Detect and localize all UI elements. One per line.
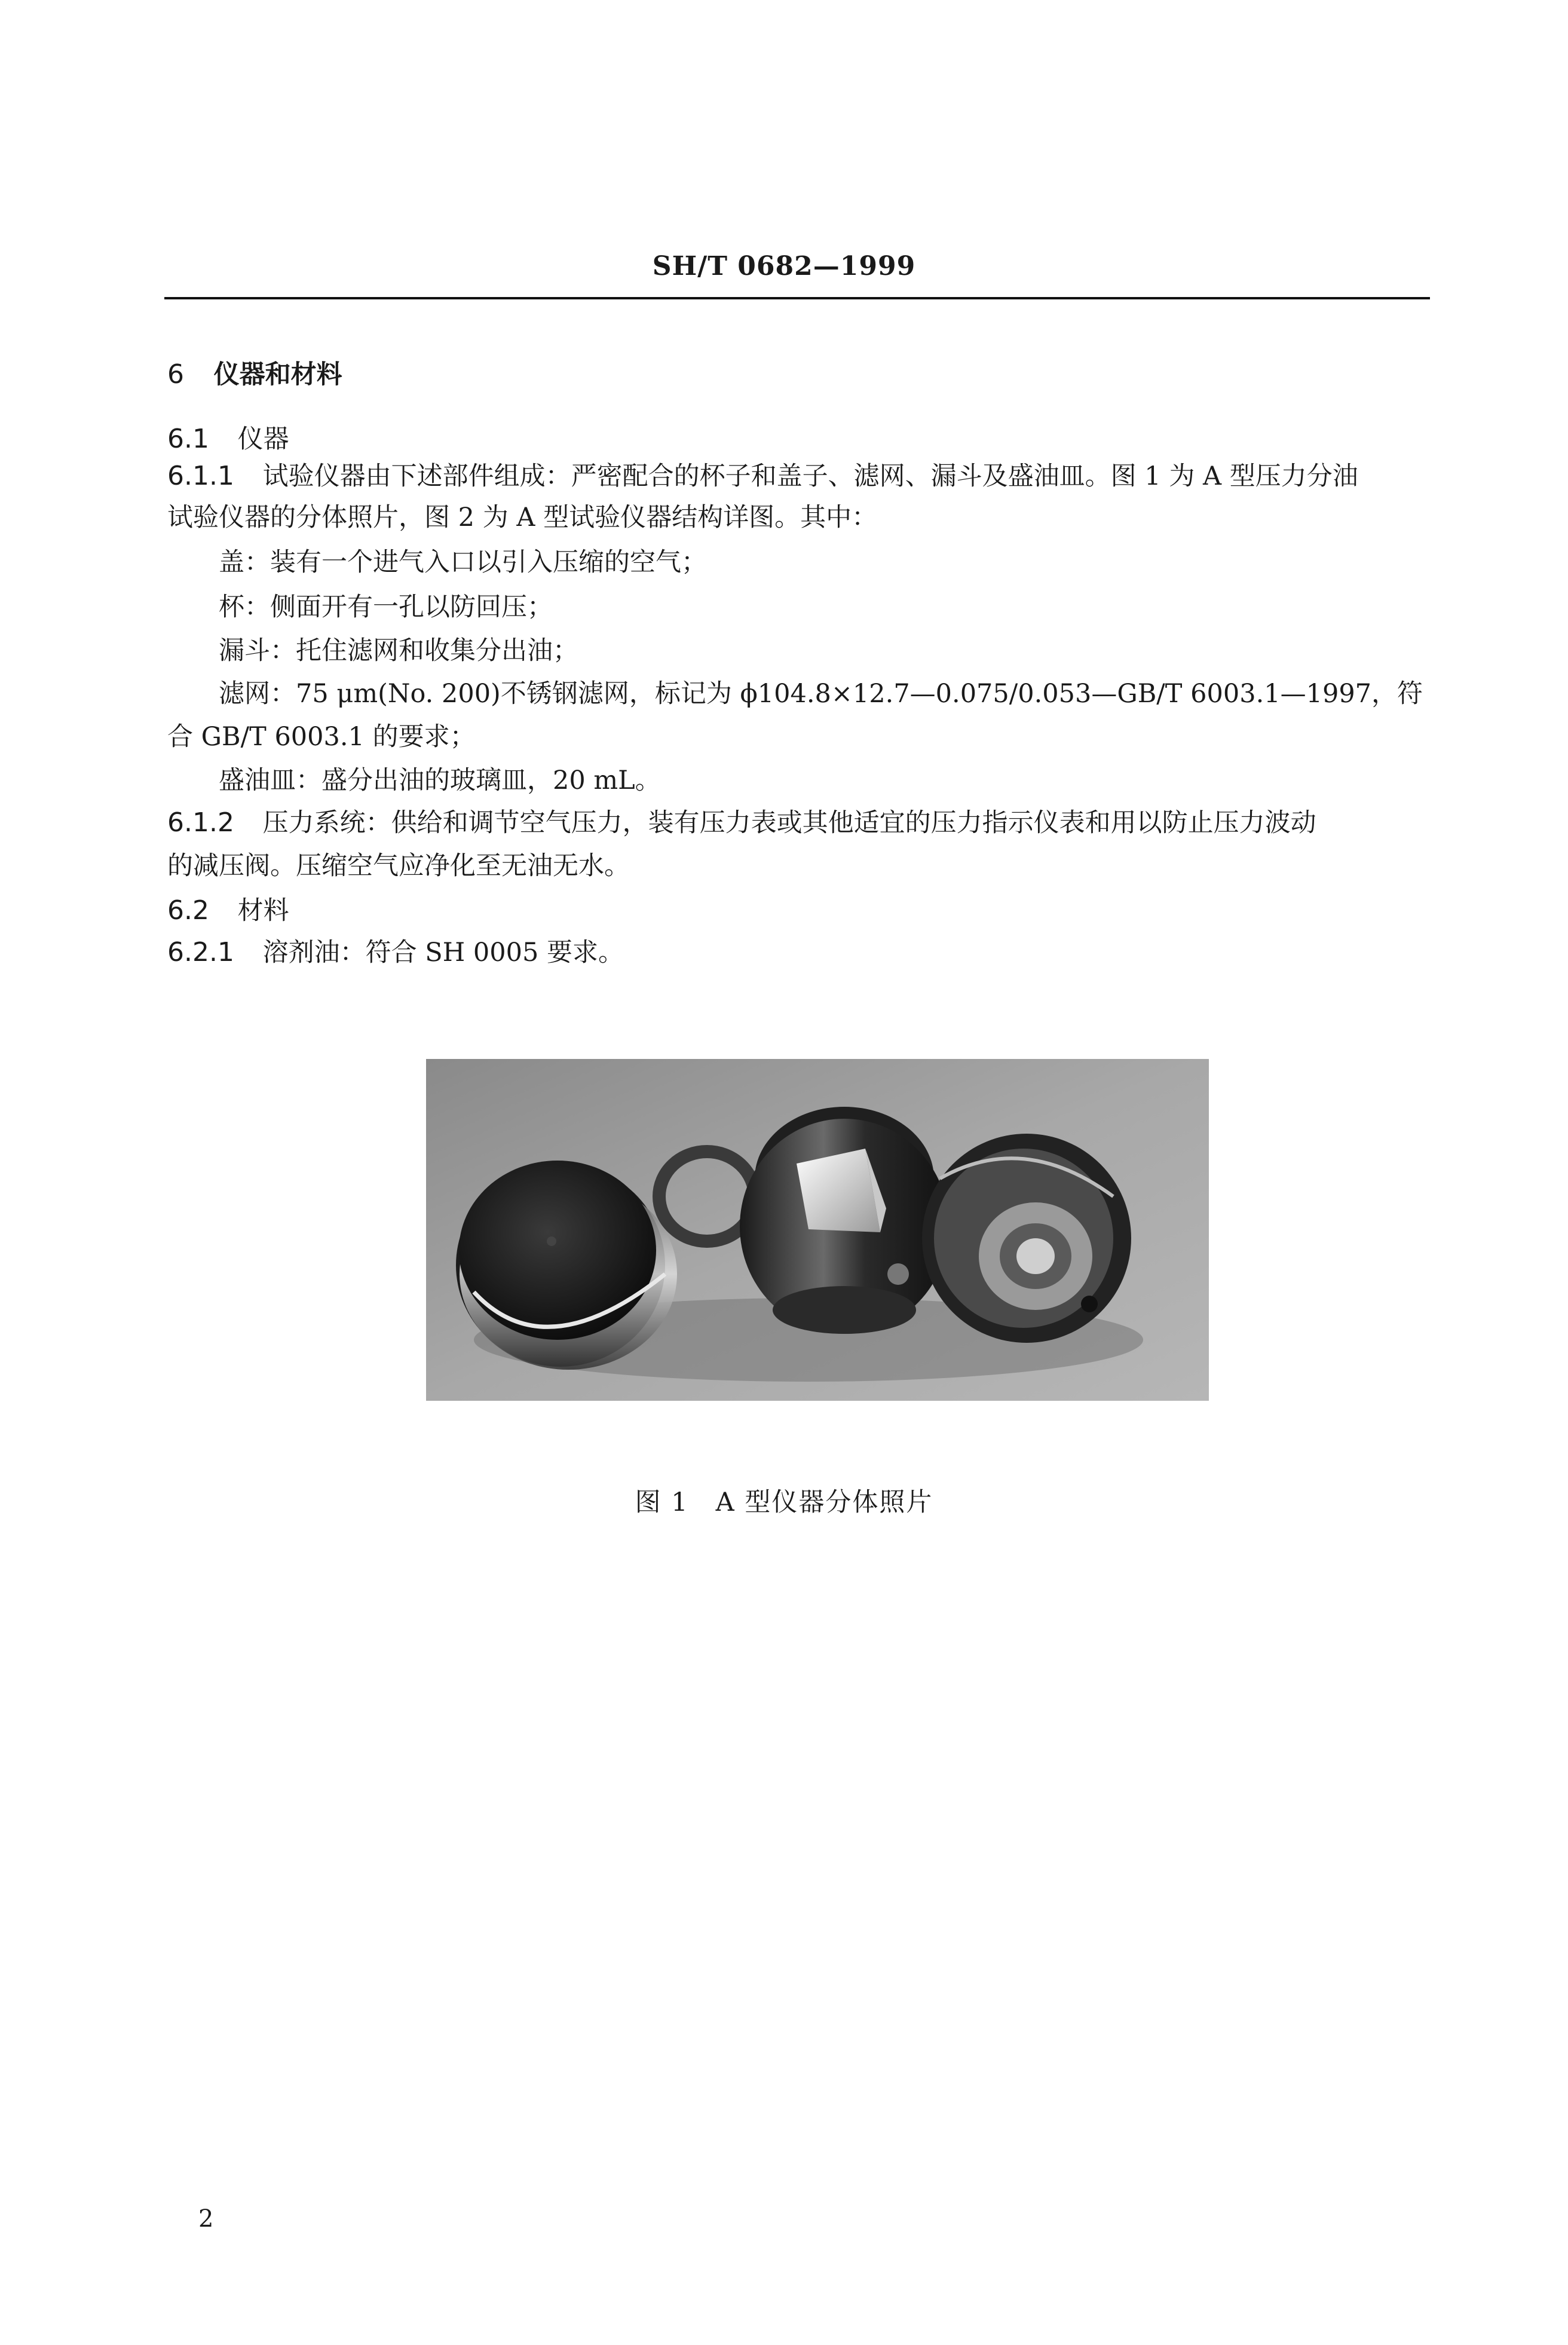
figure-1-caption: 图 1 A 型仪器分体照片 <box>635 1487 933 1517</box>
section-number: 6.2 <box>167 895 209 926</box>
paragraph-text: 溶剂油：符合 SH 0005 要求。 <box>262 938 624 968</box>
item-funnel: 漏斗：托住滤网和收集分出油； <box>219 636 578 666</box>
section-number: 6.1.2 <box>167 807 234 838</box>
paragraph-6-1-1-line1 <box>167 463 1358 489</box>
section-title: 材料 <box>237 896 289 926</box>
item-dish: 盛油皿：盛分出油的玻璃皿，20 mL。 <box>219 766 661 795</box>
header-code: SH/T 0682—1999 <box>652 251 916 281</box>
paragraph-6-1-2-line1 <box>167 807 1316 838</box>
item-screen-line1: 滤网：75 μm(No. 200)不锈钢滤网，标记为 ϕ104.8×12.7—0.075/0.053—GB/T 6003.1—1997，符 <box>219 679 1423 709</box>
page-number: 2 <box>198 2205 214 2233</box>
paragraph-6-2-1 <box>167 939 624 966</box>
paragraph-text: 压力系统：供给和调节空气压力，装有压力表或其他适宜的压力指示仪表和用以防止压力波动 <box>262 808 1316 838</box>
section-6-1-heading <box>167 426 289 452</box>
paragraph-6-1-1-line2: 试验仪器的分体照片，图 2 为 A 型试验仪器结构详图。其中： <box>167 503 878 532</box>
section-number: 6 <box>167 359 184 390</box>
section-title: 仪器 <box>237 424 289 454</box>
item-lid: 盖：装有一个进气入口以引入压缩的空气； <box>219 547 707 577</box>
section-6-2-heading <box>167 895 289 926</box>
section-number: 6.1 <box>167 424 209 454</box>
item-cup: 杯：侧面开有一孔以防回压； <box>219 592 553 622</box>
item-screen-line2: 合 GB/T 6003.1 的要求； <box>167 722 476 752</box>
section-number: 6.1.1 <box>167 461 234 491</box>
section-number: 6.2.1 <box>167 937 234 968</box>
section-title: 仪器和材料 <box>213 360 342 390</box>
paragraph-text: 试验仪器由下述部件组成：严密配合的杯子和盖子、滤网、漏斗及盛油皿。图 1 为 A 型压力分油 <box>262 461 1358 491</box>
paragraph-6-1-2-line2: 的减压阀。压缩空气应净化至无油无水。 <box>167 851 630 881</box>
figure-1-photo <box>426 1059 1209 1401</box>
section-6-heading <box>167 359 342 390</box>
header-rule <box>164 297 1430 299</box>
